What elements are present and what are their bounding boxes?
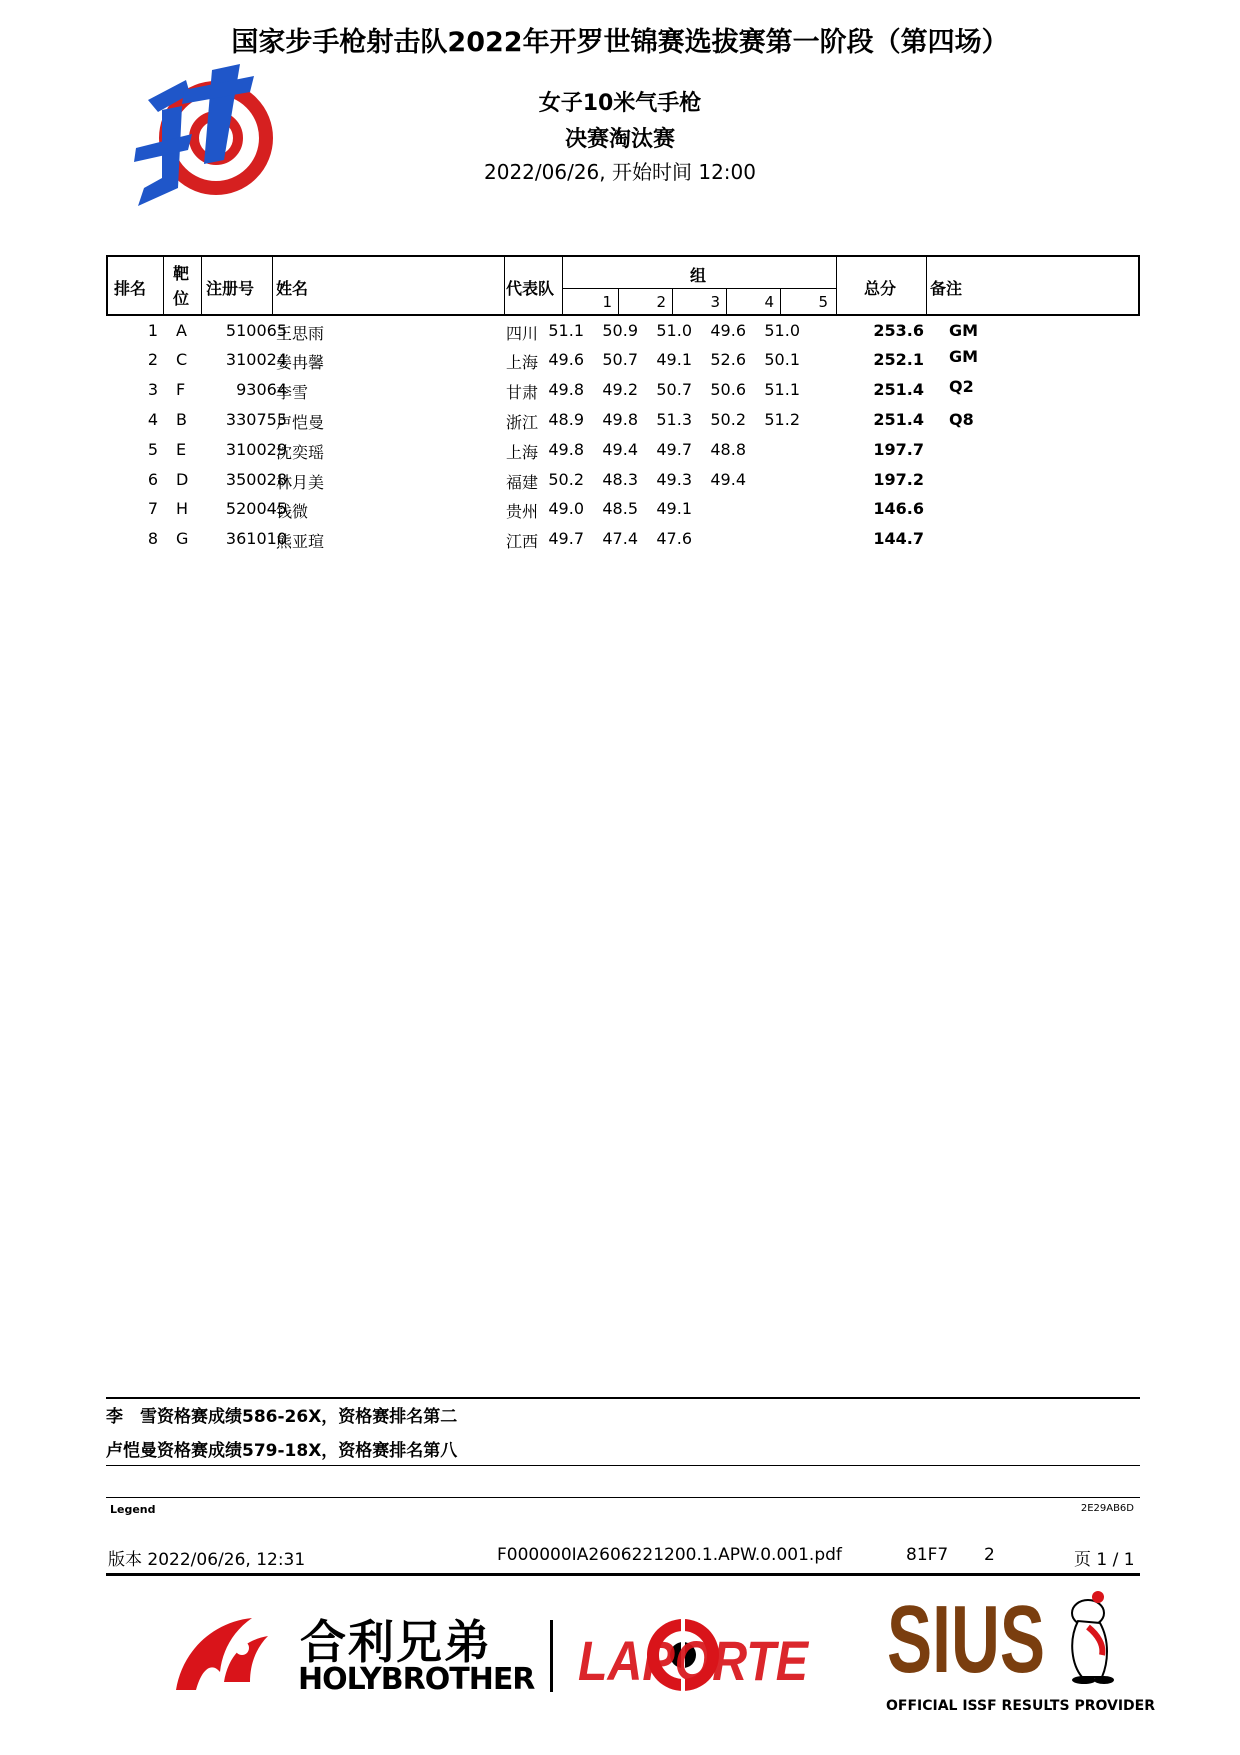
notes-top-rule bbox=[106, 1397, 1140, 1399]
cell-series-5: 50.1 bbox=[764, 350, 800, 369]
cell-series-4: 52.6 bbox=[710, 350, 746, 369]
header-series-group: 组 bbox=[690, 266, 707, 285]
cell-rank: 6 bbox=[147, 470, 158, 489]
cell-series-3: 49.1 bbox=[656, 499, 692, 518]
header-team: 代表队 bbox=[506, 279, 555, 298]
cell-name: 林月美 bbox=[276, 473, 325, 492]
footer-rule bbox=[106, 1573, 1140, 1576]
cell-target: A bbox=[176, 321, 187, 340]
sius-mascot-icon bbox=[1058, 1585, 1138, 1685]
cell-reg-no: 520045 bbox=[225, 499, 287, 518]
cell-rank: 3 bbox=[147, 380, 158, 399]
header-series-1: 1 bbox=[602, 293, 612, 311]
event-title: 女子10米气手枪 bbox=[538, 91, 702, 116]
sius-tagline: OFFICIAL ISSF RESULTS PROVIDER bbox=[886, 1698, 1156, 1714]
checksum: 81F7 bbox=[906, 1545, 949, 1565]
header-name: 姓名 bbox=[276, 279, 309, 298]
cell-team: 甘肃 bbox=[506, 383, 539, 402]
cell-target: D bbox=[176, 470, 189, 489]
header-series-3: 3 bbox=[710, 293, 720, 311]
legend-label: Legend bbox=[110, 1503, 156, 1516]
sius-wordmark: SIUS bbox=[887, 1586, 1045, 1693]
cell-series-3: 47.6 bbox=[656, 529, 692, 548]
cell-team: 上海 bbox=[506, 353, 539, 372]
notes-bottom-rule bbox=[106, 1465, 1140, 1466]
cell-reg-no: 93064 bbox=[236, 380, 287, 399]
header-remarks: 备注 bbox=[930, 279, 963, 298]
cell-rank: 8 bbox=[147, 529, 158, 548]
legend-rule bbox=[106, 1497, 1140, 1498]
table-row bbox=[106, 529, 1140, 559]
holybrother-logo-icon bbox=[172, 1612, 272, 1694]
cell-reg-no: 350028 bbox=[225, 470, 287, 489]
cell-series-4: 49.6 bbox=[710, 321, 746, 340]
cell-series-1: 49.6 bbox=[548, 350, 584, 369]
cell-team: 浙江 bbox=[506, 413, 539, 432]
cell-team: 上海 bbox=[506, 443, 539, 462]
cell-total: 197.7 bbox=[873, 440, 924, 459]
cell-reg-no: 330755 bbox=[225, 410, 287, 429]
cell-series-3: 50.7 bbox=[656, 380, 692, 399]
cell-rank: 5 bbox=[147, 440, 158, 459]
header-target-2: 位 bbox=[173, 289, 190, 308]
page-number: 页 1 / 1 bbox=[1074, 1550, 1135, 1570]
results-table-header bbox=[106, 255, 1140, 316]
file-name: F000000IA2606221200.1.APW.0.001.pdf bbox=[497, 1545, 842, 1565]
cell-series-2: 49.2 bbox=[602, 380, 638, 399]
laporte-wordmark: LAPORTE bbox=[578, 1629, 810, 1692]
cell-remark: GM bbox=[949, 347, 979, 366]
event-stage: 决赛淘汰赛 bbox=[564, 127, 675, 152]
header-total: 总分 bbox=[864, 279, 897, 298]
cell-target: F bbox=[176, 380, 186, 399]
cell-team: 四川 bbox=[506, 324, 539, 343]
cell-team: 贵州 bbox=[506, 502, 539, 521]
cell-name: 沈奕瑶 bbox=[276, 443, 325, 462]
holybrother-english-name: HOLYBROTHER bbox=[298, 1662, 535, 1697]
cell-series-3: 51.3 bbox=[656, 410, 692, 429]
sius-logo-icon bbox=[887, 1586, 1047, 1693]
table-row bbox=[106, 347, 1140, 380]
cell-series-3: 49.3 bbox=[656, 470, 692, 489]
cell-rank: 7 bbox=[147, 499, 158, 518]
cell-target: C bbox=[176, 350, 188, 369]
table-row bbox=[106, 470, 1140, 500]
header-rank: 排名 bbox=[114, 279, 147, 298]
cell-team: 江西 bbox=[506, 532, 539, 551]
note-line-1: 李 雪资格赛成绩586-26X，资格赛排名第二 bbox=[106, 1407, 458, 1427]
cell-total: 197.2 bbox=[873, 470, 924, 489]
cell-series-5: 51.0 bbox=[764, 321, 800, 340]
cell-remark: Q2 bbox=[949, 377, 974, 396]
cell-rank: 4 bbox=[147, 410, 158, 429]
cell-target: G bbox=[176, 529, 189, 548]
cell-total: 251.4 bbox=[873, 380, 924, 399]
cell-series-4: 50.2 bbox=[710, 410, 746, 429]
cell-target: H bbox=[176, 499, 189, 518]
main-title: 国家步手枪射击队2022年开罗世锦赛选拔赛第一阶段（第四场） bbox=[231, 27, 1009, 58]
cell-reg-no: 310029 bbox=[225, 440, 287, 459]
cell-series-1: 51.1 bbox=[548, 321, 584, 340]
cell-reg-no: 361010 bbox=[225, 529, 287, 548]
cell-name: 钱微 bbox=[276, 502, 309, 521]
cell-series-2: 48.3 bbox=[602, 470, 638, 489]
cell-total: 144.7 bbox=[873, 529, 924, 548]
cell-series-2: 49.8 bbox=[602, 410, 638, 429]
cell-target: E bbox=[176, 440, 187, 459]
cell-series-2: 50.7 bbox=[602, 350, 638, 369]
header-series-5: 5 bbox=[818, 293, 828, 311]
laporte-logo-icon bbox=[578, 1616, 808, 1694]
cell-remark: GM bbox=[949, 321, 979, 340]
cell-total: 253.6 bbox=[873, 321, 924, 340]
cell-name: 卢恺曼 bbox=[276, 413, 325, 432]
cell-reg-no: 310024 bbox=[225, 350, 287, 369]
cell-name: 姜冉馨 bbox=[276, 353, 325, 372]
cell-series-5: 51.1 bbox=[764, 380, 800, 399]
cell-reg-no: 510065 bbox=[225, 321, 287, 340]
cell-series-1: 49.8 bbox=[548, 440, 584, 459]
cell-total: 146.6 bbox=[873, 499, 924, 518]
cell-series-1: 49.7 bbox=[548, 529, 584, 548]
cell-series-5: 51.2 bbox=[764, 410, 800, 429]
cell-rank: 1 bbox=[147, 321, 158, 340]
cell-series-3: 49.7 bbox=[656, 440, 692, 459]
cell-name: 王思雨 bbox=[276, 324, 325, 343]
cell-name: 李雪 bbox=[276, 383, 309, 402]
table-row bbox=[106, 321, 1140, 351]
version-info: 版本 2022/06/26, 12:31 bbox=[108, 1550, 306, 1570]
header-target-1: 靶 bbox=[173, 264, 190, 283]
cell-series-4: 49.4 bbox=[710, 470, 746, 489]
holybrother-chinese-name: 合利兄弟 bbox=[300, 1615, 492, 1669]
cell-series-2: 49.4 bbox=[602, 440, 638, 459]
cell-series-1: 49.0 bbox=[548, 499, 584, 518]
cell-series-3: 49.1 bbox=[656, 350, 692, 369]
table-row bbox=[106, 440, 1140, 470]
document-hash: 2E29AB6D bbox=[1080, 1503, 1134, 1514]
page-count: 2 bbox=[984, 1545, 995, 1565]
cell-target: B bbox=[176, 410, 187, 429]
table-row bbox=[106, 410, 1140, 440]
cell-series-2: 50.9 bbox=[602, 321, 638, 340]
header-series-2: 2 bbox=[656, 293, 666, 311]
cell-remark: Q8 bbox=[949, 410, 974, 429]
cell-rank: 2 bbox=[147, 350, 158, 369]
cell-series-4: 50.6 bbox=[710, 380, 746, 399]
table-row bbox=[106, 377, 1140, 410]
cell-name: 熊亚瑄 bbox=[276, 532, 325, 551]
cell-total: 252.1 bbox=[873, 350, 924, 369]
cell-series-3: 51.0 bbox=[656, 321, 692, 340]
cell-series-2: 47.4 bbox=[602, 529, 638, 548]
sponsor-divider bbox=[550, 1620, 553, 1692]
cell-series-2: 48.5 bbox=[602, 499, 638, 518]
cell-total: 251.4 bbox=[873, 410, 924, 429]
table-row bbox=[106, 499, 1140, 529]
event-date: 2022/06/26, 开始时间 12:00 bbox=[484, 160, 756, 184]
header-reg-no: 注册号 bbox=[206, 279, 255, 298]
cell-series-1: 48.9 bbox=[548, 410, 584, 429]
cell-team: 福建 bbox=[506, 473, 539, 492]
cell-series-1: 50.2 bbox=[548, 470, 584, 489]
cell-series-4: 48.8 bbox=[710, 440, 746, 459]
note-line-2: 卢恺曼资格赛成绩579-18X，资格赛排名第八 bbox=[106, 1441, 458, 1461]
header-series-4: 4 bbox=[764, 293, 774, 311]
cell-series-1: 49.8 bbox=[548, 380, 584, 399]
